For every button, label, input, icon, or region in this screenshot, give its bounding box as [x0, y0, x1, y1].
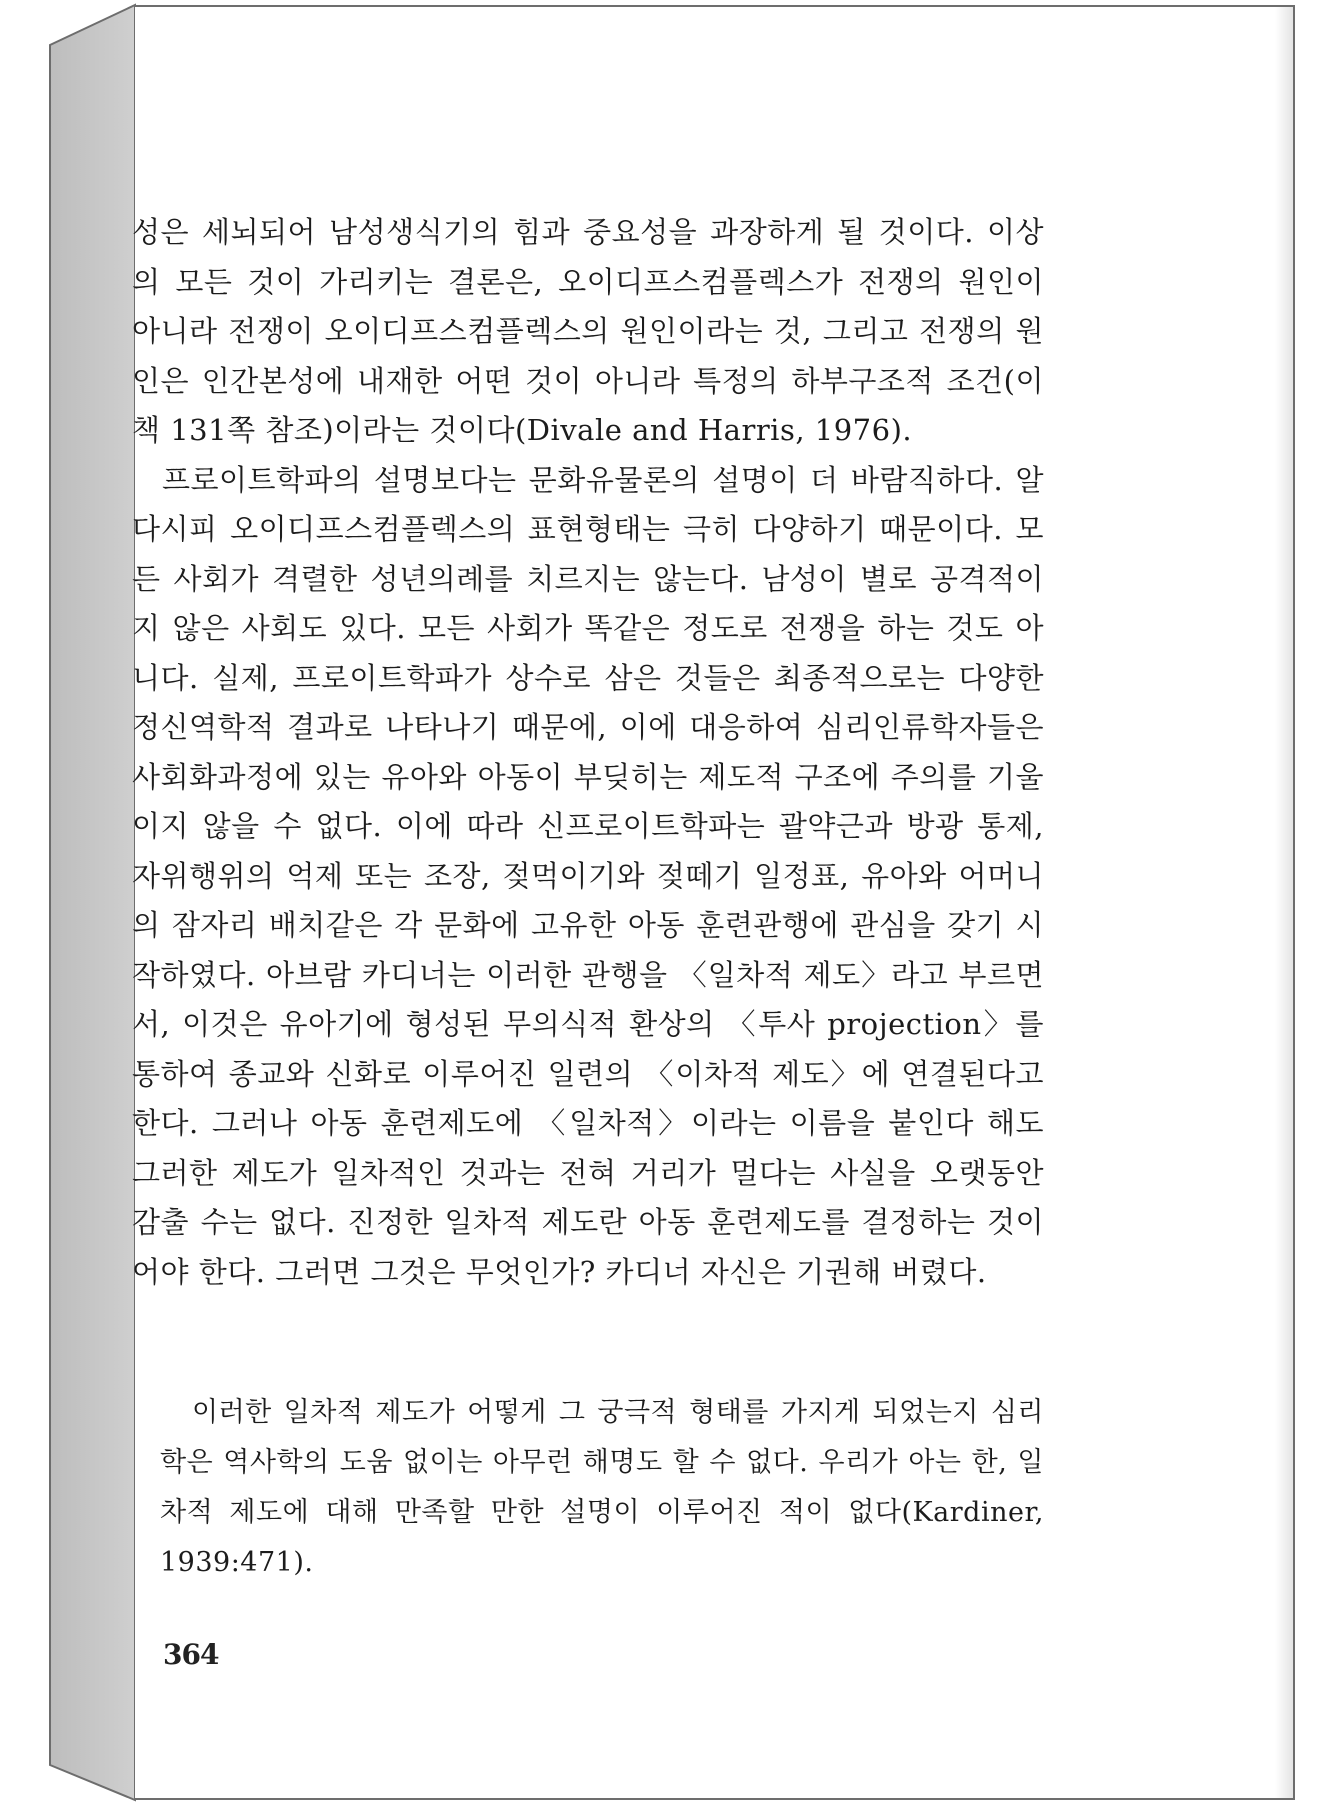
body-text [132, 208, 1044, 1297]
page-edge-shadow [1275, 7, 1293, 1798]
paragraph-1: 성은 세뇌되어 남성생식기의 힘과 중요성을 과장하게 될 것이다. 이상의 모든 것이 가리키는 결론은, 오이디프스컴플렉스가 전쟁의 원인이 아니라 전쟁이 오이디프스컴플렉스의 원인이라는 것, 그리고 전쟁의 원인은 인간본성에 내재한 어떤 것이 아니라 특정의 하부구조적 조건(이 책 131쪽 참조)이라는 것이다(Divale and Harris, 1976). [132, 215, 1044, 447]
quote-text: 이러한 일차적 제도가 어떻게 그 궁극적 형태를 가지게 되었는지 심리학은 역사학의 도움 없이는 아무런 해명도 할 수 없다. 우리가 아는 한, 일차적 제도에 대해 만족할 만한 설명이 이루어진 적이 없다(Kardiner, 1939:471). [160, 1397, 1044, 1578]
paragraph-2: 프로이트학파의 설명보다는 문화유물론의 설명이 더 바람직하다. 알다시피 오이디프스컴플렉스의 표현형태는 극히 다양하기 때문이다. 모든 사회가 격렬한 성년의례를 치르지는 않는다. 남성이 별로 공격적이지 않은 사회도 있다. 모든 사회가 똑같은 정도로 전쟁을 하는 것도 아니다. 실제, 프로이트학파가 상수로 삼은 것들은 최종적으로는 다양한 정신역학적 결과로 나타나기 때문에, 이에 대응하여 심리인류학자들은 사회화과정에 있는 유아와 아동이 부딪히는 제도적 구조에 주의를 기울이지 않을 수 없다. 이에 따라 신프로이트학파는 괄약근과 방광 통제, 자위행위의 억제 또는 조장, 젖먹이기와 젖떼기 일정표, 유아와 어머니의 잠자리 배치같은 각 문화에 고유한 아동 훈련관행에 관심을 갖기 시작하였다. 아브람 카디너는 이러한 관행을 〈일차적 제도〉라고 부르면서, 이것은 유아기에 형성된 무의식적 환상의 〈투사 projection〉를 통하여 종교와 신화로 이루어진 일련의 〈이차적 제도〉에 연결된다고 한다. 그러나 아동 훈련제도에 〈일차적〉이라는 이름을 붙인다 해도 그러한 제도가 일차적인 것과는 전혀 거리가 멀다는 사실을 오랫동안 감출 수는 없다. 진정한 일차적 제도란 아동 훈련제도를 결정하는 것이어야 한다. 그러면 그것은 무엇인가? 카디너 자신은 기권해 버렸다. [132, 462, 1044, 1289]
block-quote [160, 1388, 1044, 1588]
page-number: 364 [163, 1638, 219, 1671]
